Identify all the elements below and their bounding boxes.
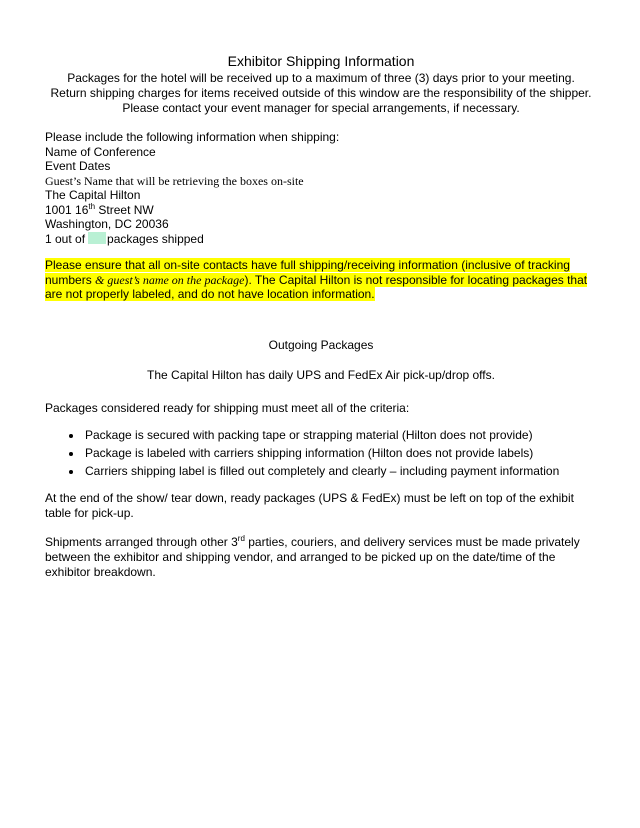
street-suffix: th <box>88 201 96 211</box>
notice-part3: ). The Capital Hilton is not responsible for locating packages that are not properly labeled, and do not have location information. <box>45 272 588 301</box>
intro-paragraph: Packages for the hotel will be received up to a maximum of three (3) days prior to your meeting. Return shipping charges for items received outside of this window are the responsibility of the shipper. Please contact your event manager for special arrangements, if necessary. <box>50 71 592 115</box>
info-guest: Guest’s Name that will be retrieving the boxes on-site <box>45 173 304 188</box>
outgoing-title: Outgoing Packages <box>268 337 374 352</box>
notice-paragraph <box>45 258 597 302</box>
third-party-post: parties, couriers, and delivery services must be made privately between the exhibitor and shipping vendor, and arranged to be picked up on the date/time of the exhibitor breakdown. <box>45 534 580 579</box>
notice-part1: Please ensure that all on-site contacts have full shipping/receiving information (inclusive of tracking numbers <box>45 258 570 287</box>
list-item: • Package is labeled with carriers shipping information (Hilton does not provide labels) <box>83 446 597 461</box>
list-item: • Carriers shipping label is filled out completely and clearly – including payment information <box>83 464 597 479</box>
document-page <box>45 52 597 580</box>
package-count-field[interactable] <box>88 232 106 244</box>
info-city: Washington, DC 20036 <box>45 217 169 231</box>
info-street <box>45 203 597 218</box>
third-party-paragraph <box>45 535 597 580</box>
info-hotel: The Capital Hilton <box>45 188 141 202</box>
third-party-pre: Shipments arranged through other 3 <box>45 534 238 549</box>
info-packages <box>45 232 597 247</box>
list-item: • Package is secured with packing tape or strapping material (Hilton does not provide) <box>83 428 597 443</box>
include-heading: Please include the following information when shipping: <box>45 130 340 144</box>
packages-suffix: packages shipped <box>107 231 204 246</box>
notice-part2: & guest’s name on the package <box>95 272 245 287</box>
info-dates: Event Dates <box>45 159 111 173</box>
criteria-heading: Packages considered ready for shipping must meet all of the criteria: <box>45 400 410 415</box>
third-party-sup: rd <box>237 533 245 543</box>
packages-prefix: 1 out of <box>45 231 86 246</box>
criteria-list <box>45 428 597 479</box>
document-title: Exhibitor Shipping Information <box>227 53 415 69</box>
shipping-info-block <box>45 130 597 246</box>
pickup-line: The Capital Hilton has daily UPS and FedEx Air pick-up/drop offs. <box>147 367 495 382</box>
street-name: Street NW <box>95 202 154 217</box>
street-number: 1001 16 <box>45 202 89 217</box>
end-show-paragraph: At the end of the show/ tear down, ready packages (UPS & FedEx) must be left on top of the exhibit table for pick-up. <box>45 490 574 520</box>
info-conference: Name of Conference <box>45 144 156 159</box>
